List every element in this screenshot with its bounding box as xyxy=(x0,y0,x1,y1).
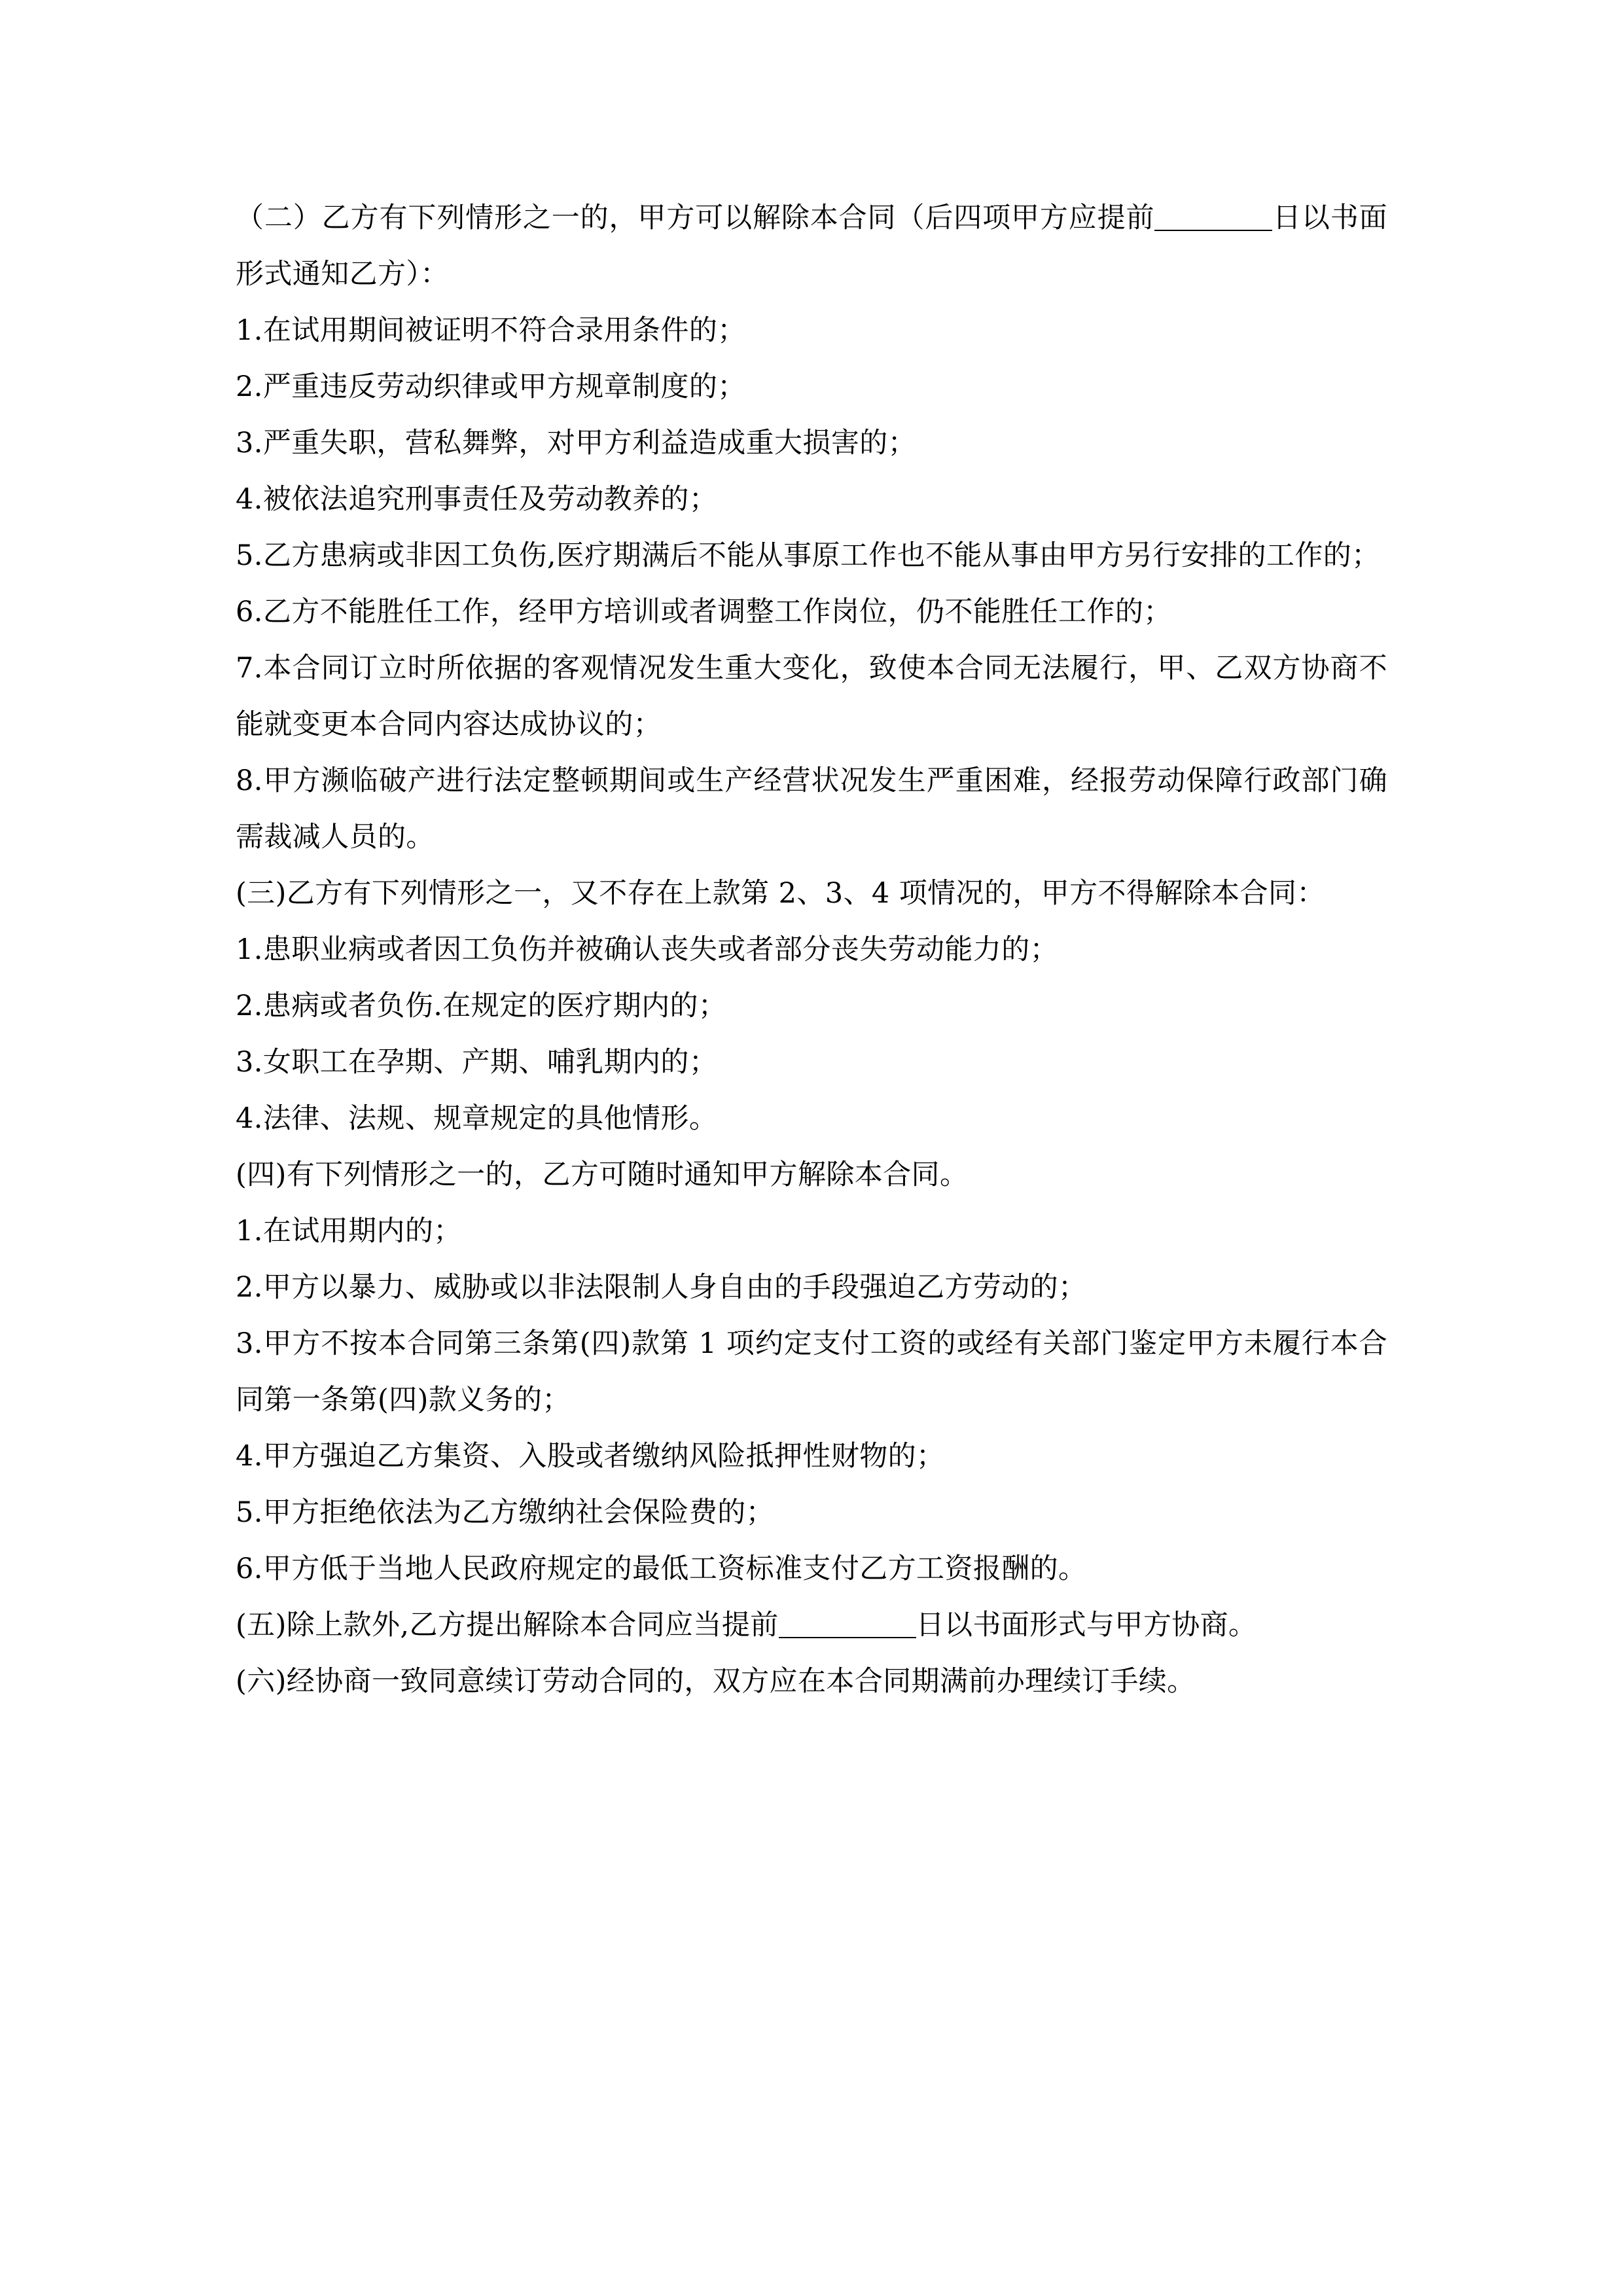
paragraph-clause-4-item-6: 6.甲方低于当地人民政府规定的最低工资标准支付乙方工资报酬的。 xyxy=(236,1552,1087,1585)
paragraph-clause-2-item-2: 2.严重违反劳动织律或甲方规章制度的； xyxy=(236,370,746,403)
document-body xyxy=(236,190,1387,1710)
paragraph-clause-2-item-1: 1.在试用期间被证明不符合录用条件的； xyxy=(236,314,746,347)
paragraph-clause-6: (六)经协商一致同意续订劳动合同的，双方应在本合同期满前办理续订手续。 xyxy=(236,1665,1196,1698)
clause-2-heading-text-before: （二）乙方有下列情形之一的，甲方可以解除本合同（后四项甲方应提前 xyxy=(236,202,1155,234)
paragraph-clause-4-item-1: 1.在试用期内的； xyxy=(236,1215,462,1247)
paragraph-clause-4-heading: (四)有下列情形之一的，乙方可随时通知甲方解除本合同。 xyxy=(236,1158,969,1191)
paragraph-clause-2-item-8: 8.甲方濒临破产进行法定整顿期间或生产经营状况发生严重困难，经报劳动保障行政部门确需裁减人员的。 xyxy=(236,764,1387,853)
paragraph-clause-5 xyxy=(236,1597,1387,1653)
paragraph-clause-2-item-7: 7.本合同订立时所依据的客观情况发生重大变化，致使本合同无法履行，甲、乙双方协商不能就变更本合同内容达成协议的； xyxy=(236,652,1387,741)
paragraph-clause-2-heading xyxy=(236,190,1387,302)
notice-days-blank xyxy=(1154,230,1272,231)
paragraph-clause-2-item-4: 4.被依法追究刑事责任及劳动教养的； xyxy=(236,483,718,516)
clause-2-heading-text-after: 日以书面形式通知乙方）： xyxy=(236,202,1387,291)
paragraph-clause-3-heading: (三)乙方有下列情形之一，又不存在上款第 2、3、4 项情况的，甲方不得解除本合同： xyxy=(236,877,1325,910)
clause-5-text-before: (五)除上款外,乙方提出解除本合同应当提前 xyxy=(236,1609,779,1641)
clause-5-text-after: 日以书面形式与甲方协商。 xyxy=(916,1609,1257,1641)
paragraph-clause-2-item-5: 5.乙方患病或非因工负伤,医疗期满后不能从事原工作也不能从事由甲方另行安排的工作的； xyxy=(236,539,1380,572)
paragraph-clause-2-item-6: 6.乙方不能胜任工作，经甲方培训或者调整工作岗位，仍不能胜任工作的； xyxy=(236,596,1172,628)
paragraph-clause-4-item-5: 5.甲方拒绝依法为乙方缴纳社会保险费的； xyxy=(236,1496,775,1529)
paragraph-clause-4-item-4: 4.甲方强迫乙方集资、入股或者缴纳风险抵押性财物的； xyxy=(236,1440,945,1473)
paragraph-clause-3-item-4: 4.法律、法规、规章规定的具他情形。 xyxy=(236,1102,718,1135)
paragraph-clause-2-item-3: 3.严重失职，营私舞弊，对甲方利益造成重大损害的； xyxy=(236,427,917,459)
resign-notice-days-blank xyxy=(779,1637,916,1638)
paragraph-clause-3-item-1: 1.患职业病或者因工负伤并被确认丧失或者部分丧失劳动能力的； xyxy=(236,933,1059,966)
paragraph-clause-4-item-3: 3.甲方不按本合同第三条第(四)款第 1 项约定支付工资的或经有关部门鉴定甲方未履行本合同第一条第(四)款义务的； xyxy=(236,1327,1387,1416)
paragraph-clause-3-item-3: 3.女职工在孕期、产期、哺乳期内的； xyxy=(236,1046,718,1079)
paragraph-clause-3-item-2: 2.患病或者负伤.在规定的医疗期内的； xyxy=(236,990,727,1022)
paragraph-clause-4-item-2: 2.甲方以暴力、威胁或以非法限制人身自由的手段强迫乙方劳动的； xyxy=(236,1271,1087,1304)
